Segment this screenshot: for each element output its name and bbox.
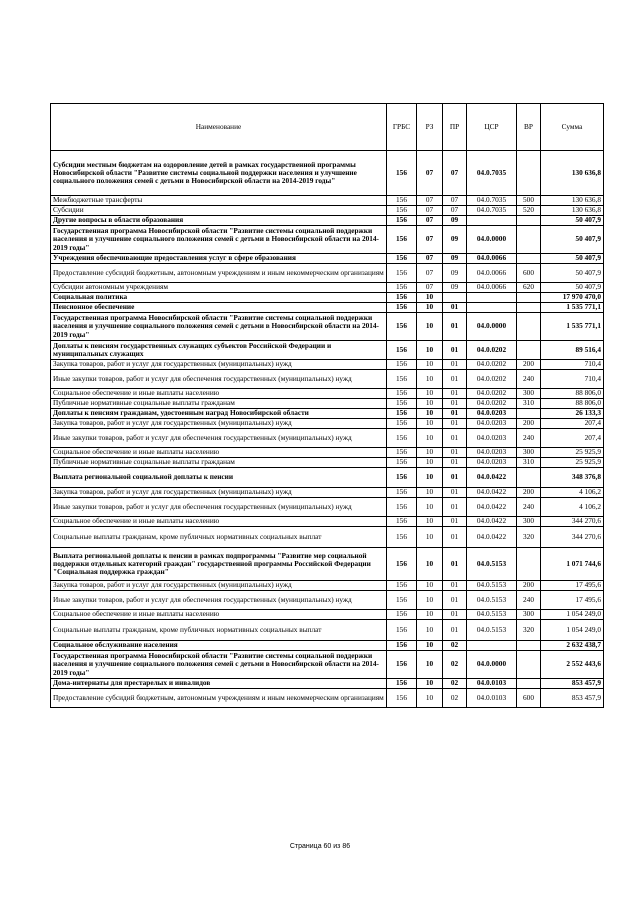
table-row: [51, 196, 604, 206]
row-grbs: 156: [387, 226, 417, 254]
row-vr: [517, 216, 541, 226]
page-number: Страница 60 из 86: [289, 843, 351, 850]
table-row: [51, 458, 604, 468]
row-rz: 10: [417, 429, 443, 448]
row-pr: 07: [443, 196, 467, 206]
row-sum: 207,4: [541, 429, 604, 448]
row-sum: 1 535 771,1: [541, 313, 604, 341]
row-sum: 1 535 771,1: [541, 303, 604, 313]
row-csr: 04.0.7035: [467, 196, 517, 206]
row-csr: 04.0.0202: [467, 389, 517, 399]
row-rz: 10: [417, 303, 443, 313]
row-rz: 10: [417, 468, 443, 488]
row-grbs: 156: [387, 254, 417, 264]
row-csr: 04.0.5153: [467, 610, 517, 620]
row-vr: [517, 151, 541, 196]
row-grbs: 156: [387, 468, 417, 488]
row-rz: 10: [417, 591, 443, 610]
row-pr: 01: [443, 370, 467, 389]
row-name: Закупка товаров, работ и услуг для государственных (муниципальных) нужд: [51, 488, 387, 498]
row-name: Другие вопросы в области образования: [51, 216, 387, 226]
row-sum: 17 495,6: [541, 591, 604, 610]
row-sum: 4 106,2: [541, 498, 604, 517]
row-pr: 01: [443, 488, 467, 498]
row-grbs: 156: [387, 419, 417, 429]
row-name: Субсидии: [51, 206, 387, 216]
row-rz: 10: [417, 458, 443, 468]
table-row: [51, 264, 604, 283]
row-sum: 853 457,9: [541, 679, 604, 689]
table-row: [51, 409, 604, 419]
table-row: [51, 370, 604, 389]
row-vr: [517, 313, 541, 341]
row-vr: 300: [517, 389, 541, 399]
row-vr: [517, 254, 541, 264]
table-row: [51, 517, 604, 527]
row-csr: 04.0.0000: [467, 226, 517, 254]
row-rz: 10: [417, 527, 443, 548]
row-rz: 10: [417, 610, 443, 620]
row-csr: 04.0.5153: [467, 620, 517, 641]
row-rz: 10: [417, 409, 443, 419]
row-sum: 25 925,9: [541, 448, 604, 458]
table-row: [51, 591, 604, 610]
row-name: Закупка товаров, работ и услуг для государственных (муниципальных) нужд: [51, 360, 387, 370]
row-vr: 600: [517, 689, 541, 708]
row-csr: [467, 216, 517, 226]
row-sum: 17 495,6: [541, 581, 604, 591]
row-name: Субсидии местным бюджетам на оздоровление детей в рамках государственной программы Новосибирской области "Развитие системы социальной поддержки населения и улучшение социального положения семей с детьми в Новосибирской области на 2014-2019 годы": [51, 151, 387, 196]
row-rz: 10: [417, 641, 443, 651]
row-sum: 1 054 249,0: [541, 610, 604, 620]
row-name: Предоставление субсидий бюджетным, автономным учреждениям и иным некоммерческим организациям: [51, 689, 387, 708]
row-vr: 300: [517, 517, 541, 527]
table-row: [51, 254, 604, 264]
row-pr: 01: [443, 409, 467, 419]
row-pr: 01: [443, 458, 467, 468]
row-vr: 200: [517, 360, 541, 370]
row-rz: 07: [417, 254, 443, 264]
row-vr: 240: [517, 498, 541, 517]
table-row: [51, 389, 604, 399]
row-grbs: 156: [387, 151, 417, 196]
row-csr: [467, 641, 517, 651]
row-csr: 04.0.0202: [467, 341, 517, 360]
header-pr: ПР: [443, 104, 467, 151]
row-sum: 344 270,6: [541, 527, 604, 548]
row-rz: 10: [417, 419, 443, 429]
row-sum: 207,4: [541, 419, 604, 429]
row-rz: 10: [417, 341, 443, 360]
row-sum: 853 457,9: [541, 689, 604, 708]
header-row: [51, 104, 604, 151]
row-csr: 04.0.0203: [467, 429, 517, 448]
header-sum: Сумма: [541, 104, 604, 151]
table-row: [51, 651, 604, 679]
row-name: Социальные выплаты гражданам, кроме публичных нормативных социальных выплат: [51, 620, 387, 641]
row-name: Государственная программа Новосибирской области "Развитие системы социальной поддержки населения и улучшение социального положения семей с детьми в Новосибирской области на 2014-2019 годы": [51, 226, 387, 254]
row-pr: 01: [443, 517, 467, 527]
row-sum: 710,4: [541, 360, 604, 370]
row-vr: 240: [517, 591, 541, 610]
row-sum: 50 407,9: [541, 216, 604, 226]
row-vr: [517, 651, 541, 679]
row-sum: 17 970 470,0: [541, 293, 604, 303]
row-name: Доплаты к пенсиям гражданам, удостоенным наград Новосибирской области: [51, 409, 387, 419]
row-vr: 310: [517, 399, 541, 409]
row-vr: 600: [517, 264, 541, 283]
row-pr: 02: [443, 651, 467, 679]
row-pr: 01: [443, 419, 467, 429]
row-csr: 04.0.5153: [467, 581, 517, 591]
row-pr: 09: [443, 283, 467, 293]
table-row: [51, 303, 604, 313]
table-body: [51, 151, 604, 708]
table-row: [51, 419, 604, 429]
row-pr: 01: [443, 313, 467, 341]
row-grbs: 156: [387, 488, 417, 498]
row-rz: 10: [417, 370, 443, 389]
row-sum: 2 632 438,7: [541, 641, 604, 651]
row-csr: 04.0.0203: [467, 409, 517, 419]
table-row: [51, 641, 604, 651]
row-grbs: 156: [387, 303, 417, 313]
row-grbs: 156: [387, 517, 417, 527]
row-csr: 04.0.0066: [467, 264, 517, 283]
row-rz: 10: [417, 293, 443, 303]
table-row: [51, 429, 604, 448]
table-row: [51, 293, 604, 303]
row-vr: 620: [517, 283, 541, 293]
row-name: Социальное обеспечение и иные выплаты населению: [51, 389, 387, 399]
row-grbs: 156: [387, 591, 417, 610]
row-vr: [517, 409, 541, 419]
row-pr: 02: [443, 689, 467, 708]
table-row: [51, 283, 604, 293]
row-csr: 04.0.0202: [467, 399, 517, 409]
row-sum: 710,4: [541, 370, 604, 389]
table-row: [51, 216, 604, 226]
row-vr: 300: [517, 448, 541, 458]
table-row: [51, 151, 604, 196]
row-pr: [443, 293, 467, 303]
row-name: Дома-интернаты для престарелых и инвалидов: [51, 679, 387, 689]
row-pr: 09: [443, 216, 467, 226]
row-rz: 07: [417, 264, 443, 283]
row-grbs: 156: [387, 448, 417, 458]
table-row: [51, 548, 604, 581]
row-sum: 348 376,8: [541, 468, 604, 488]
row-csr: 04.0.0066: [467, 254, 517, 264]
row-grbs: 156: [387, 196, 417, 206]
table-row: [51, 226, 604, 254]
row-rz: 07: [417, 151, 443, 196]
row-grbs: 156: [387, 527, 417, 548]
row-name: Государственная программа Новосибирской области "Развитие системы социальной поддержки населения и улучшение социального положения семей с детьми в Новосибирской области на 2014-2019 годы": [51, 313, 387, 341]
row-vr: 240: [517, 429, 541, 448]
row-name: Государственная программа Новосибирской области "Развитие системы социальной поддержки населения и улучшение социального положения семей с детьми в Новосибирской области на 2014-2019 годы": [51, 651, 387, 679]
row-rz: 10: [417, 581, 443, 591]
row-rz: 10: [417, 548, 443, 581]
table-row: [51, 399, 604, 409]
row-rz: 10: [417, 679, 443, 689]
row-name: Субсидии автономным учреждениям: [51, 283, 387, 293]
row-name: Предоставление субсидий бюджетным, автономным учреждениям и иным некоммерческим организациям: [51, 264, 387, 283]
row-rz: 10: [417, 689, 443, 708]
row-rz: 10: [417, 360, 443, 370]
table-row: [51, 679, 604, 689]
header-rz: РЗ: [417, 104, 443, 151]
row-rz: 07: [417, 216, 443, 226]
row-name: Учреждения обеспечивающие предоставления услуг в сфере образования: [51, 254, 387, 264]
row-vr: [517, 226, 541, 254]
row-csr: 04.0.0422: [467, 527, 517, 548]
row-vr: 320: [517, 620, 541, 641]
row-csr: 04.0.0202: [467, 370, 517, 389]
row-csr: 04.0.0203: [467, 419, 517, 429]
row-vr: 200: [517, 581, 541, 591]
row-pr: 01: [443, 620, 467, 641]
row-sum: 25 925,9: [541, 458, 604, 468]
row-pr: 09: [443, 264, 467, 283]
row-pr: 01: [443, 498, 467, 517]
row-name: Социальное обслуживание населения: [51, 641, 387, 651]
row-csr: 04.0.0203: [467, 458, 517, 468]
row-rz: 07: [417, 196, 443, 206]
row-grbs: 156: [387, 620, 417, 641]
row-pr: 01: [443, 610, 467, 620]
row-csr: 04.0.0203: [467, 448, 517, 458]
row-vr: 240: [517, 370, 541, 389]
row-grbs: 156: [387, 458, 417, 468]
row-sum: 2 552 443,6: [541, 651, 604, 679]
row-sum: 130 636,8: [541, 196, 604, 206]
row-name: Социальное обеспечение и иные выплаты населению: [51, 448, 387, 458]
table-row: [51, 360, 604, 370]
row-csr: 04.0.0000: [467, 313, 517, 341]
row-rz: 10: [417, 389, 443, 399]
row-rz: 10: [417, 488, 443, 498]
row-pr: 01: [443, 399, 467, 409]
row-sum: 4 106,2: [541, 488, 604, 498]
row-csr: 04.0.0202: [467, 360, 517, 370]
row-name: Иные закупки товаров, работ и услуг для обеспечения государственных (муниципальных) нужд: [51, 591, 387, 610]
row-grbs: 156: [387, 264, 417, 283]
row-grbs: 156: [387, 610, 417, 620]
row-grbs: 156: [387, 216, 417, 226]
row-csr: 04.0.0422: [467, 488, 517, 498]
row-sum: 50 407,9: [541, 283, 604, 293]
row-name: Публичные нормативные социальные выплаты гражданам: [51, 458, 387, 468]
row-csr: 04.0.0103: [467, 679, 517, 689]
table-row: [51, 610, 604, 620]
row-rz: 10: [417, 313, 443, 341]
row-pr: 01: [443, 389, 467, 399]
row-grbs: 156: [387, 341, 417, 360]
row-vr: 500: [517, 196, 541, 206]
row-csr: 04.0.5153: [467, 548, 517, 581]
row-vr: 520: [517, 206, 541, 216]
table-row: [51, 341, 604, 360]
row-grbs: 156: [387, 641, 417, 651]
row-rz: 10: [417, 448, 443, 458]
row-rz: 07: [417, 226, 443, 254]
row-csr: 04.0.0422: [467, 517, 517, 527]
row-pr: 01: [443, 581, 467, 591]
row-grbs: 156: [387, 360, 417, 370]
row-grbs: 156: [387, 689, 417, 708]
row-name: Выплата региональной социальной доплаты к пенсии: [51, 468, 387, 488]
row-csr: 04.0.7035: [467, 206, 517, 216]
table-row: [51, 206, 604, 216]
header-vr: ВР: [517, 104, 541, 151]
row-sum: 130 636,8: [541, 151, 604, 196]
row-csr: 04.0.0000: [467, 651, 517, 679]
row-pr: 01: [443, 341, 467, 360]
row-rz: 10: [417, 399, 443, 409]
row-name: Иные закупки товаров, работ и услуг для обеспечения государственных (муниципальных) нужд: [51, 370, 387, 389]
row-sum: 130 636,8: [541, 206, 604, 216]
row-pr: 07: [443, 151, 467, 196]
row-sum: 50 407,9: [541, 264, 604, 283]
row-vr: [517, 548, 541, 581]
row-name: Пенсионное обеспечение: [51, 303, 387, 313]
table-row: [51, 488, 604, 498]
row-name: Социальные выплаты гражданам, кроме публичных нормативных социальных выплат: [51, 527, 387, 548]
row-name: Доплаты к пенсиям государственных служащих субъектов Российской Федерации и муниципальных служащих: [51, 341, 387, 360]
row-rz: 10: [417, 517, 443, 527]
row-pr: 07: [443, 206, 467, 216]
row-pr: 02: [443, 679, 467, 689]
row-pr: 01: [443, 468, 467, 488]
row-name: Иные закупки товаров, работ и услуг для обеспечения государственных (муниципальных) нужд: [51, 498, 387, 517]
row-name: Публичные нормативные социальные выплаты гражданам: [51, 399, 387, 409]
header-grbs: ГРБС: [387, 104, 417, 151]
row-pr: 09: [443, 226, 467, 254]
row-name: Социальное обеспечение и иные выплаты населению: [51, 517, 387, 527]
row-sum: 89 516,4: [541, 341, 604, 360]
row-vr: [517, 341, 541, 360]
table-row: [51, 527, 604, 548]
row-csr: 04.0.0066: [467, 283, 517, 293]
row-name: Иные закупки товаров, работ и услуг для обеспечения государственных (муниципальных) нужд: [51, 429, 387, 448]
row-pr: 01: [443, 448, 467, 458]
row-sum: 50 407,9: [541, 254, 604, 264]
row-pr: 09: [443, 254, 467, 264]
row-grbs: 156: [387, 429, 417, 448]
row-pr: 01: [443, 591, 467, 610]
row-sum: 50 407,9: [541, 226, 604, 254]
row-csr: 04.0.7035: [467, 151, 517, 196]
row-pr: 02: [443, 641, 467, 651]
row-name: Социальное обеспечение и иные выплаты населению: [51, 610, 387, 620]
row-grbs: 156: [387, 283, 417, 293]
header-name: Наименование: [51, 104, 387, 151]
row-vr: 200: [517, 488, 541, 498]
row-csr: 04.0.0422: [467, 468, 517, 488]
table-row: [51, 313, 604, 341]
header-csr: ЦСР: [467, 104, 517, 151]
table-row: [51, 468, 604, 488]
table-row: [51, 448, 604, 458]
row-rz: 10: [417, 498, 443, 517]
row-pr: 01: [443, 303, 467, 313]
row-csr: 04.0.0103: [467, 689, 517, 708]
row-grbs: 156: [387, 581, 417, 591]
table-row: [51, 498, 604, 517]
row-name: Выплата региональной доплаты к пенсии в рамках подпрограммы "Развитие мер социальной поддержки отдельных категорий граждан" государственной программы Российской Федерации "Социальная поддержка граждан": [51, 548, 387, 581]
row-vr: [517, 293, 541, 303]
row-grbs: 156: [387, 498, 417, 517]
row-rz: 10: [417, 651, 443, 679]
row-name: Закупка товаров, работ и услуг для государственных (муниципальных) нужд: [51, 581, 387, 591]
row-csr: 04.0.0422: [467, 498, 517, 517]
row-grbs: 156: [387, 548, 417, 581]
row-sum: 88 806,0: [541, 389, 604, 399]
budget-table: [50, 103, 604, 708]
row-grbs: 156: [387, 370, 417, 389]
row-vr: 310: [517, 458, 541, 468]
row-name: Социальная политика: [51, 293, 387, 303]
row-rz: 07: [417, 283, 443, 293]
row-sum: 1 071 744,6: [541, 548, 604, 581]
row-vr: [517, 468, 541, 488]
row-grbs: 156: [387, 679, 417, 689]
row-name: Закупка товаров, работ и услуг для государственных (муниципальных) нужд: [51, 419, 387, 429]
row-csr: [467, 303, 517, 313]
row-grbs: 156: [387, 293, 417, 303]
row-grbs: 156: [387, 651, 417, 679]
row-grbs: 156: [387, 313, 417, 341]
row-sum: 1 054 249,0: [541, 620, 604, 641]
row-vr: 200: [517, 419, 541, 429]
row-csr: [467, 293, 517, 303]
row-pr: 01: [443, 360, 467, 370]
row-grbs: 156: [387, 409, 417, 419]
row-grbs: 156: [387, 389, 417, 399]
row-vr: [517, 641, 541, 651]
row-pr: 01: [443, 548, 467, 581]
row-rz: 10: [417, 620, 443, 641]
row-vr: [517, 679, 541, 689]
row-sum: 344 270,6: [541, 517, 604, 527]
row-pr: 01: [443, 429, 467, 448]
row-vr: 300: [517, 610, 541, 620]
row-grbs: 156: [387, 206, 417, 216]
row-csr: 04.0.5153: [467, 591, 517, 610]
table-row: [51, 689, 604, 708]
row-name: Межбюджетные трансферты: [51, 196, 387, 206]
row-vr: 320: [517, 527, 541, 548]
row-sum: 88 806,0: [541, 399, 604, 409]
row-pr: 01: [443, 527, 467, 548]
table-row: [51, 620, 604, 641]
row-grbs: 156: [387, 399, 417, 409]
table-row: [51, 581, 604, 591]
row-vr: [517, 303, 541, 313]
row-sum: 26 133,3: [541, 409, 604, 419]
row-rz: 07: [417, 206, 443, 216]
